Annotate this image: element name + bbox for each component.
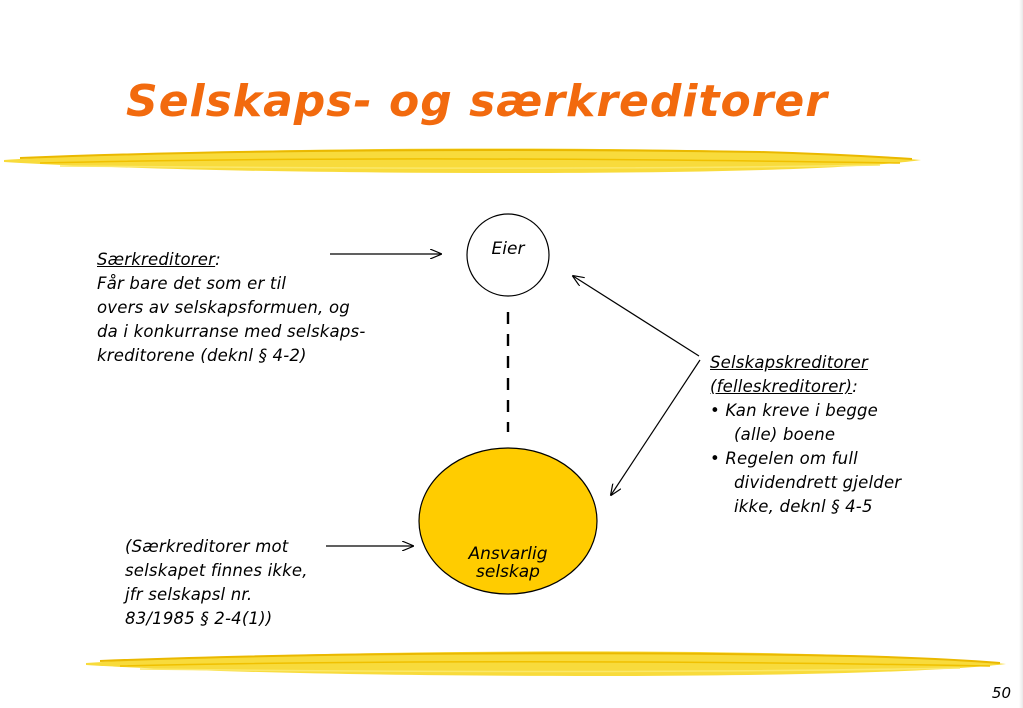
selskapskreditorer-heading-line2: (felleskreditorer) [710, 377, 853, 396]
saerkreditorer-text-line: overs av selskapsformuen, og [97, 298, 350, 317]
company-node-label-line1: Ansvarlig [468, 544, 548, 564]
bullet-item: • Kan kreve i begge [710, 401, 879, 420]
company-note-line: (Særkreditorer mot [125, 537, 289, 556]
saerkreditorer-text-line: da i konkurranse med selskaps- [97, 322, 366, 341]
bullet-item-continuation: (alle) boene [734, 425, 836, 444]
bullet-item: • Regelen om full [710, 449, 858, 468]
page-number: 50 [991, 684, 1011, 702]
owner-node-label: Eier [491, 239, 525, 259]
selskapskreditorer-heading-line2-wrap [710, 375, 901, 399]
arrow-selskapskreditorer-to-company [611, 360, 700, 495]
company-note-line: selskapet finnes ikke, [125, 561, 308, 580]
slide-title: Selskaps- og særkreditorer [126, 76, 828, 127]
saerkreditorer-heading-suffix: : [215, 250, 221, 269]
company-node-label [448, 545, 568, 581]
saerkreditorer-heading-line [97, 248, 365, 272]
selskapskreditorer-heading-suffix: : [852, 377, 858, 396]
company-note-line: 83/1985 § 2-4(1)) [125, 609, 273, 628]
saerkreditorer-block [97, 248, 365, 368]
bullet-item-continuation: dividendrett gjelder [734, 473, 902, 492]
company-note-block [125, 535, 308, 631]
slide-edge [1019, 0, 1023, 708]
company-node-label-line2: selskap [476, 562, 540, 582]
saerkreditorer-text-line: kreditorene (deknl § 4-2) [97, 346, 307, 365]
bullet-item-continuation: ikke, deknl § 4-5 [734, 497, 873, 516]
selskapskreditorer-heading-line1: Selskapskreditorer [710, 353, 868, 372]
top-brush-stroke [4, 148, 921, 173]
saerkreditorer-text-line: Får bare det som er til [97, 274, 287, 293]
arrow-selskapskreditorer-to-owner [573, 276, 699, 356]
company-note-line: jfr selskapsl nr. [125, 585, 253, 604]
selskapskreditorer-block [710, 351, 901, 519]
saerkreditorer-heading: Særkreditorer [97, 250, 216, 269]
bottom-brush-stroke [86, 651, 1006, 676]
